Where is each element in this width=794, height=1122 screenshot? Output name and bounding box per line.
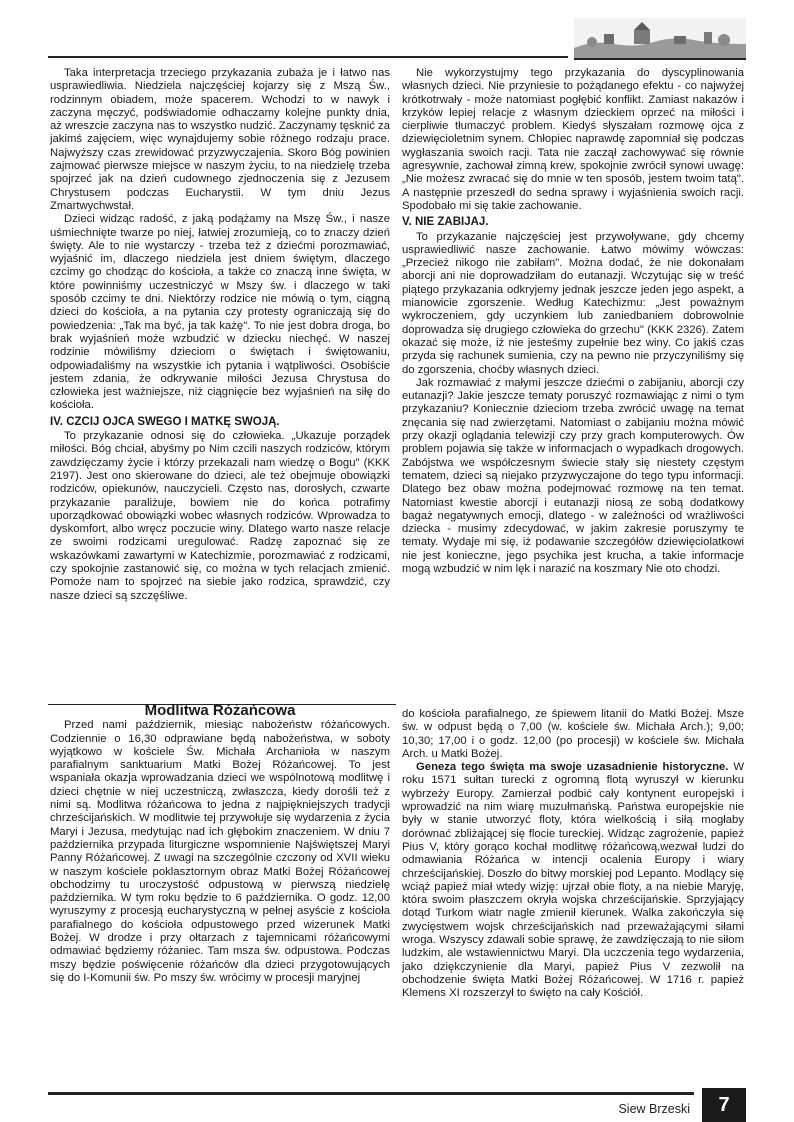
page-number: 7 xyxy=(702,1088,746,1122)
header-landscape-image xyxy=(574,18,746,60)
publication-title: Siew Brzeski xyxy=(618,1102,690,1116)
rosary-column-left xyxy=(50,704,390,985)
paragraph-text: W roku 1571 sułtan turecki z ogromną flotą wyruszył w kierunku wybrzeży Europy. Zamierzał podbić cały kontynent europejski i wprowadzić na nim wiarę muzułmańską. Państwa europejskie nie były w stanie utworzyć floty, która wielkością i siłą mogłaby dorównać zbliżającej się flocie tureckiej. Widząc zagrożenie, papież Pius V, który gorąco kochał modlitwę różańcową,wezwał ludzi do odmawiania Różańca w intencji ocalenia Europy i wiary chrześcijańskiej. Doszło do bitwy morskiej pod Lepanto. Modlący się wciąż papież miał wtedy wizję: ujrzał obie floty, a na niebie Maryję, która swoim płaszczem okryła wojska chrześcijańskie. Sprzyjający dotąd Turkom wiatr nagle zmienił kierunek. Walka zakończyła się zwycięstwem wojsk chrześcijańskich nad przeważającymi siłami wroga. Wszyscy zdawali sobie sprawę, że zawdzięczają to nie siłom ludzkim, ale wstawiennictwu Maryi. Dla uczczenia tego wydarzenia, jako dziękczynienie dla Maryi, papież Pius V zezwolił na obchodzenie święta Matki Bożej Różańcowej. W 1716 r. papież Klemens XI rozszerzył to święto na cały Kościół. xyxy=(402,761,744,1000)
paragraph: do kościoła parafialnego, ze śpiewem litanii do Matki Bożej. Msze św. w odpust będą o 7,00 (w. kościele św. Michała Arch.); 9,00; 10,30; 17,00 i o godz. 12,00 (po procesji) w kościele św. Michała Arch. u Matki Bożej. xyxy=(402,708,744,760)
header-rule xyxy=(48,56,568,58)
footer-rule xyxy=(48,1092,694,1095)
paragraph xyxy=(402,761,744,1000)
section-heading-iv: IV. CZCIJ OJCA SWEGO I MATKĘ SWOJĄ. xyxy=(50,415,280,428)
paragraph: Taka interpretacja trzeciego przykazania zubaża je i łatwo nas usprawiedliwia. Niedziela najczęściej kojarzy się z Mszą Św., rodzinnym obiadem, może spacerem. Wchodzi to w nawyk i zaczyna męczyć, podświadomie odhaczamy kolejne punkty dnia, aż wreszcie zaczyna nas to wszystko nudzić. Zaczynamy tęsknić za jakimś zajęciem, więc wynajdujemy sobie różnego rodzaju prace. Najwyższy czas zrewidować przyzwyczajenia. Skoro Bóg powinien zajmować pierwsze miejsce w naszym życiu, to na niedzielę trzeba spojrzeć jak na dzień cudownego zjednoczenia się z Jezusem Chrystusem podczas Eucharystii. W tym dniu Jezus Zmartwychwstał. xyxy=(50,67,390,212)
section-heading-v: V. NIE ZABIJAJ. xyxy=(402,216,489,229)
paragraph: Jak rozmawiać z małymi jeszcze dziećmi o zabijaniu, aborcji czy eutanazji? Jakie jeszcze tematy poruszyć rozmawiając z nimi o tym przykazaniu? Koniecznie dzieciom trzeba zwrócić uwagę na temat znęcania się nad zwierzętami. Natomiast o zabijaniu można mówić przy okazji oglądania telewizji czy przy grach komputerowych. Ów problem pojawia się także w informacjach o wypadkach drogowych. Zabójstwa we współczesnym świecie stały się niestety częstym tematem, dzieci są niejako przyzwyczajone do tego typu informacji. Dlatego bez obaw można podejmować rozmowę na ten temat. Natomiast kwestie aborcji i eutanazji niosą ze sobą dodatkowy bagaż negatywnych emocji, dlatego - w zależności od wrażliwości dziecka - musimy zdecydować, w jakim zakresie poruszymy te tematy. Wydaje mi się, iż podawanie szczegółów dziewięciolatkowi nie jest konieczne, jego psychika jest krucha, a takie informacje mogą wzbudzić w nim lęk i narazić na koszmary Nie oto chodzi. xyxy=(402,376,744,575)
rosary-column-right xyxy=(402,708,744,1001)
paragraph: Dzieci widząc radość, z jaką podążamy na Mszę Św., i nasze uśmiechnięte twarze po niej, łatwiej zrozumieją, co to znaczy dzień święty. Ale to nie wystarczy - trzeba też z dziećmi porozmawiać, wyjaśnić im, dlaczego niedziela jest dniem świętym, dlaczego czcimy go chodząc do kościoła, a także co znaczą inne święta, w które powinniśmy uczestniczyć w Mszy św. i dlaczego w taki sposób czcimy te dni. Niektórzy rodzice nie mówią o tym, ciągną dzieci do kościoła, a na pytania czy protesty ograniczają się do powiedzenia: „Tak ma być, ja tak każę". To nie jest dobra droga, bo brak wyjaśnień może wzbudzić w dziecku niechęć. W naszej rodzinie mówiliśmy dzieciom o świętach i świętowaniu, odpowiadaliśmy na wszystkie ich pytania i wątpliwości. Osobiście jestem zdania, że odkrywanie miłości Jezusa Chrystusa do człowieka jest ważniejsze, niż ciągnięcie bez wyjaśnień na siłę do kościoła. xyxy=(50,213,390,412)
paragraph: To przykazanie odnosi się do człowieka. „Ukazuje porządek miłości. Bóg chciał, abyśmy po Nim czcili naszych rodziców, którym zawdzięczamy życie i którzy przekazali nam wiedzę o Bogu" (KKK 2197). Jest ono skierowane do dzieci, ale też obejmuje obowiązki rodziców, opiekunów, nauczycieli. Często nas, dorosłych, czwarte przykazanie paraliżuje, bowiem nie do końca potrafimy uporządkować obowiązki wobec własnych rodziców. Wprowadza to dyskomfort, albo wręcz poczucie winy. Dlatego warto nasze relacje ze swoimi rodzicami uregulować. Radzę zapoznać się ze wskazówkami zawartymi w Katechizmie, porozmawiać z rodzicami, czy spokojnie zastanowić się, co można w tych relacjach zmienić. Pomoże nam to spojrzeć na siebie jako rodzica, sprawdzić, czy nasze dzieci są szczęśliwe. xyxy=(50,430,390,602)
article-column-right xyxy=(402,67,744,576)
paragraph: Przed nami październik, miesiąc nabożeństw różańcowych. Codziennie o 16,30 odprawiane będą nabożeństwa, w soboty wyjątkowo w kościele Św. Michała Archanioła w naszym parafialnym sanktuarium Matki Bożej Różańcowej. To jest wspaniała okazja wprowadzania dzieci we wspólnotową modlitwę i dzieci chętnie w niej uczestniczą, zwłaszcza, kiedy dorośli też z nimi są. Modlitwa różańcowa to jedna z najpiękniejszych tradycji chrześcijańskich. W modlitwie tej przywołuje się wydarzenia z życia Maryi i Jezusa, medytując nad ich głębokim znaczeniem. W dniu 7 października przypada liturgiczne wspomnienie Najświętszej Maryi Panny Różańcowej. Z uwagi na szczególnie czczony od XVII wieku w naszym kościele poklasztornym obraz Matki Bożej Różańcowej obchodzimy tu uroczystość odpustową w pierwszą niedzielę października. W tym roku będzie to 6 października. O godz. 12,00 wyruszymy z procesją eucharystyczną w pełnej asyście z kościoła parafialnego do kościoła odpustowego przed wizerunek Matki Bożej. W drodze i przy ołtarzach z tajemnicami różańcowymi odmawiać będziemy różaniec. Tam msza św. odpustowa. Podczas mszy będzie poświęcenie różańców dla dzieci przygotowujących się do I-Komunii św. Po mszy św. wrócimy w procesji maryjnej xyxy=(50,719,390,984)
rosary-title: Modlitwa Różańcowa xyxy=(144,702,296,719)
article-column-left xyxy=(50,67,390,603)
paragraph: To przykazanie najczęściej jest przywoływane, gdy chcemy usprawiedliwić nasze zachowanie. Łatwo mówimy wówczas: „Przecież nikogo nie zabiłam". Można dodać, że nie dokonałam aborcji ani nie doprowadziłam do eutanazji. Wczytując się w treść piątego przykazania odkryjemy jednak jeszcze jeden jego aspekt, a mianowicie zgorszenie. Według Katechizmu: „Jest poważnym wykroczeniem, gdy uczynkiem lub zaniedbaniem dobrowolnie doprowadza się drugiego człowieka do grzechu" (KKK 2326). Zatem okazać się może, iż nie jesteśmy zupełnie bez winy. Co jakiś czas przyda się rachunek sumienia, czy na pewno nie przyczyniliśmy się do zgorszenia, choćby własnych dzieci. xyxy=(402,230,744,376)
paragraph: Nie wykorzystujmy tego przykazania do dyscyplinowania własnych dzieci. Nie przyniesie to pożądanego efektu - co najwyżej krótkotrwały - może natomiast pogłębić konflikt. Zamiast nakazów i krzyków lepiej relacje z własnym dzieckiem oprzeć na miłości i cierpliwie tłumaczyć problem. Kiedyś słyszałam rozmowę ojca z dziewięcioletnim synem. Chłopiec naprawdę zapomniał się podczas wygłaszania swoich racji. Tata nie zaczął zachowywać się równie agresywnie, zachował zimną krew, spokojnie zwrócił synowi uwagę: „Nie możesz zwracać się do mnie w ten sposób, jestem twoim tatą". A następnie przeszedł do sedna sprawy i wyjaśnienia swoich racji. Spodobało mi się takie zachowanie. xyxy=(402,67,744,212)
lead-bold-text: Geneza tego święta ma swoje uzasadnienie historyczne. xyxy=(416,761,729,774)
